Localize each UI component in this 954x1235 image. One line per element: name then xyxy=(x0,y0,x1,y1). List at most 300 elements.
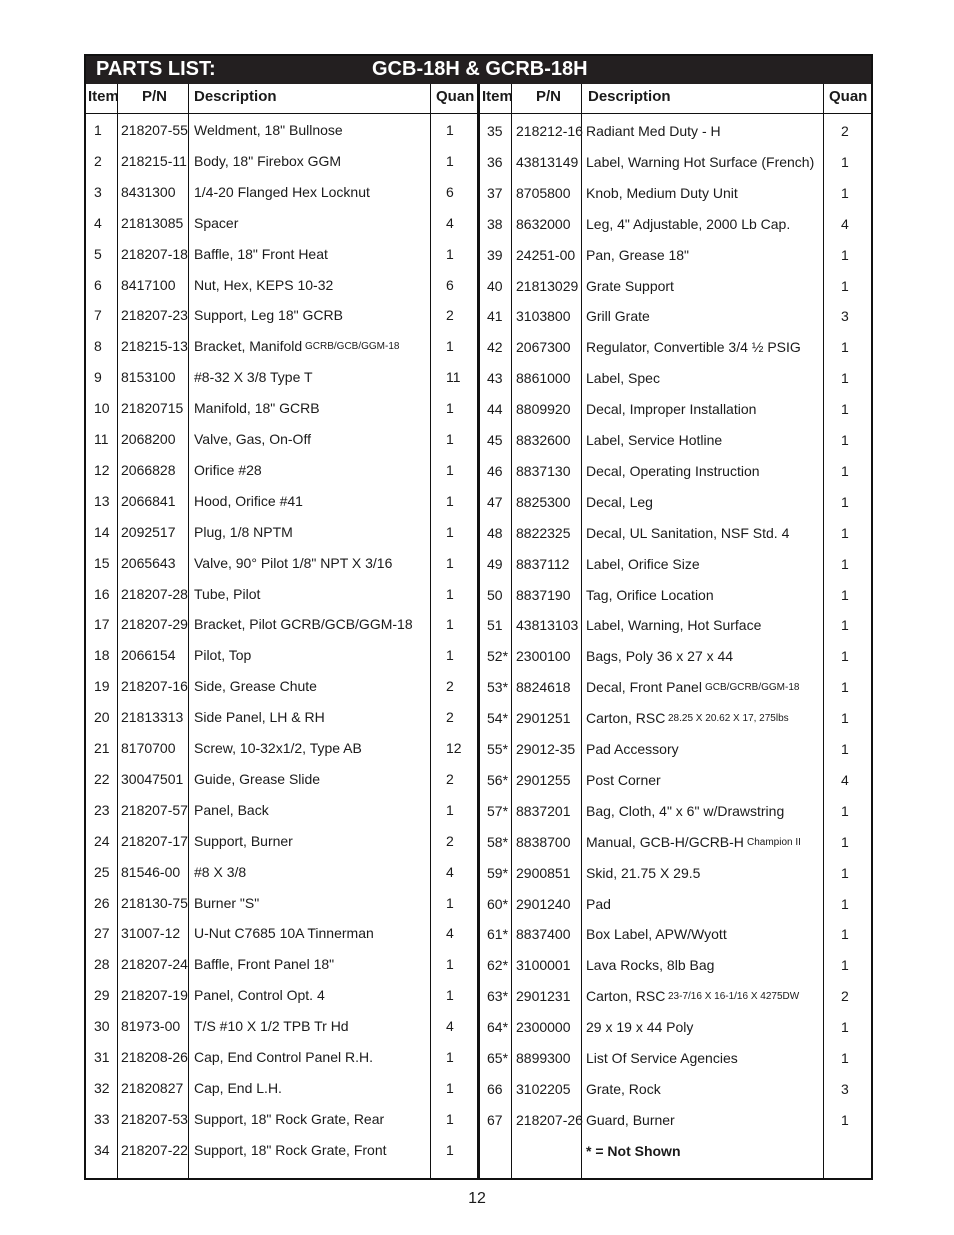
part-description: Grate, Rock xyxy=(586,1080,661,1097)
item-number: 34 xyxy=(94,1141,110,1158)
quantity: 1 xyxy=(841,524,849,541)
part-description: Radiant Med Duty - H xyxy=(586,123,721,139)
part-description: Guide, Grease Slide xyxy=(194,770,321,787)
item-number: 51 xyxy=(487,617,503,634)
part-number: 2901231 xyxy=(516,988,571,1005)
part-number: 8170700 xyxy=(121,740,176,756)
item-number: 19 xyxy=(94,678,110,695)
part-description: 29 x 19 x 44 Poly xyxy=(586,1019,694,1036)
item-number: 7 xyxy=(94,307,102,324)
part-number: 2065643 xyxy=(121,554,176,571)
quantity: 1 xyxy=(446,554,454,571)
item-number: 52* xyxy=(487,648,509,665)
item-number: 47 xyxy=(487,493,503,510)
part-description: Decal, Operating Instruction xyxy=(586,462,760,479)
quantity: 1 xyxy=(841,833,849,850)
item-number: 49 xyxy=(487,555,503,572)
part-description: #8-32 X 3/8 Type T xyxy=(194,369,313,386)
item-number: 4 xyxy=(94,214,102,231)
part-number: 8837190 xyxy=(516,586,571,603)
table-row xyxy=(86,772,871,803)
table-row xyxy=(86,339,871,370)
part-number: 8705800 xyxy=(516,184,571,201)
quantity: 1 xyxy=(841,741,849,757)
part-description: 1/4-20 Flanged Hex Locknut xyxy=(194,183,370,200)
table-row xyxy=(86,278,871,309)
quantity: 1 xyxy=(446,1049,454,1065)
part-description: Decal, Leg xyxy=(586,493,653,510)
item-number: 43 xyxy=(487,370,503,387)
quantity: 2 xyxy=(446,678,454,695)
part-description: Lava Rocks, 8lb Bag xyxy=(586,957,715,974)
part-description: Grill Grate xyxy=(586,308,650,325)
quantity: 1 xyxy=(841,864,849,881)
header-quan-left: Quan xyxy=(436,88,475,105)
part-number: 2066828 xyxy=(121,461,176,478)
part-description: Manual, GCB-H/GCRB-H xyxy=(586,833,744,850)
quantity: 1 xyxy=(841,1050,849,1066)
item-number: 40 xyxy=(487,277,503,294)
quantity: 1 xyxy=(446,461,454,478)
part-description: Burner "S" xyxy=(194,894,260,911)
item-number: 46 xyxy=(487,462,503,479)
part-description: Baffle, Front Panel 18" xyxy=(194,956,335,973)
quantity: 1 xyxy=(841,1019,849,1036)
item-number: 17 xyxy=(94,616,110,633)
quantity: 2 xyxy=(446,770,454,787)
quantity: 1 xyxy=(841,401,849,418)
part-description: Side, Grease Chute xyxy=(194,678,317,695)
part-description-note: Champion II xyxy=(747,836,801,848)
part-number: 2300100 xyxy=(516,648,571,665)
part-number: 21820715 xyxy=(121,400,184,417)
part-number: 218207-17 xyxy=(121,832,188,849)
table-row xyxy=(86,432,871,463)
item-number: 45 xyxy=(487,432,503,448)
part-number: 218207-29 xyxy=(121,616,188,633)
part-description-note: GCRB/GCB/GGM-18 xyxy=(305,341,400,353)
part-description: Support, 18" Rock Grate, Rear xyxy=(194,1110,385,1127)
part-number: 30047501 xyxy=(121,770,184,787)
table-row xyxy=(86,1143,871,1174)
part-number: 2066841 xyxy=(121,492,176,509)
item-number: 59* xyxy=(487,864,509,881)
part-description: Pan, Grease 18" xyxy=(586,246,690,263)
part-number: 8153100 xyxy=(121,369,176,386)
item-number: 26 xyxy=(94,894,110,911)
quantity: 4 xyxy=(446,863,454,880)
table-row xyxy=(86,988,871,1019)
quantity: 1 xyxy=(841,802,849,819)
item-number: 64* xyxy=(487,1019,509,1036)
part-description: Grate Support xyxy=(586,277,674,294)
part-description: Baffle, 18" Front Heat xyxy=(194,245,328,262)
quantity: 3 xyxy=(841,1080,849,1097)
part-description: Body, 18" Firebox GGM xyxy=(194,152,342,169)
quantity: 1 xyxy=(841,926,849,943)
part-number: 21820827 xyxy=(121,1079,184,1096)
item-number: 53* xyxy=(487,679,509,696)
item-number: 33 xyxy=(94,1110,110,1127)
part-number: 2300000 xyxy=(516,1019,571,1036)
part-description: Panel, Control Opt. 4 xyxy=(194,987,325,1004)
quantity: 2 xyxy=(446,832,454,849)
part-description: Weldment, 18" Bullnose xyxy=(194,122,343,138)
part-number: 2092517 xyxy=(121,523,176,540)
quantity: 1 xyxy=(841,895,849,912)
quantity: 4 xyxy=(446,925,454,942)
item-number: 16 xyxy=(94,585,110,602)
item-number: 65* xyxy=(487,1050,509,1066)
table-row xyxy=(86,617,871,648)
item-number: 58* xyxy=(487,833,509,850)
table-row xyxy=(86,525,871,556)
quantity: 1 xyxy=(841,246,849,263)
header-item-left: Item xyxy=(88,88,119,105)
part-number: 2901251 xyxy=(516,710,571,727)
header-quan-right: Quan xyxy=(829,88,868,105)
table-row xyxy=(86,648,871,679)
part-number: 29012-35 xyxy=(516,741,576,757)
part-number: 218212-16 xyxy=(516,123,583,139)
part-number: 218215-13 xyxy=(121,338,188,355)
item-number: 18 xyxy=(94,647,110,664)
part-number: 31007-12 xyxy=(121,925,181,942)
table-row xyxy=(86,587,871,618)
quantity: 1 xyxy=(841,679,849,696)
item-number: 6 xyxy=(94,276,102,293)
item-number: 44 xyxy=(487,401,503,418)
table-row xyxy=(86,1081,871,1112)
part-number: 3100001 xyxy=(516,957,571,974)
table-row xyxy=(86,308,871,339)
table-row xyxy=(86,679,871,710)
part-number: 21813029 xyxy=(516,277,579,294)
part-number: 8899300 xyxy=(516,1050,571,1066)
part-number: 218207-18 xyxy=(121,245,188,262)
item-number: 50 xyxy=(487,586,503,603)
part-description: Label, Warning, Hot Surface xyxy=(586,617,762,634)
part-description: Box Label, APW/Wyott xyxy=(586,926,727,943)
part-number: 8632000 xyxy=(516,215,571,232)
part-number: 8838700 xyxy=(516,833,571,850)
part-number: 2067300 xyxy=(516,339,571,356)
item-number: 57* xyxy=(487,802,509,819)
quantity: 1 xyxy=(841,957,849,974)
part-number: 8822325 xyxy=(516,524,571,541)
part-number: 8832600 xyxy=(516,432,571,448)
part-description: Carton, RSC xyxy=(586,988,666,1005)
quantity: 2 xyxy=(446,709,454,726)
part-description: Valve, Gas, On-Off xyxy=(194,431,311,447)
quantity: 1 xyxy=(446,956,454,973)
part-number: 8825300 xyxy=(516,493,571,510)
part-description: Panel, Back xyxy=(194,801,269,818)
item-number: 1 xyxy=(94,122,102,138)
part-description: Support, Leg 18" GCRB xyxy=(194,307,343,324)
part-description: Bags, Poly 36 x 27 x 44 xyxy=(586,648,734,665)
part-number: 2901240 xyxy=(516,895,571,912)
part-description: Label, Service Hotline xyxy=(586,432,723,448)
part-description: Hood, Orifice #41 xyxy=(194,492,303,509)
part-number: 218130-75 xyxy=(121,894,188,911)
quantity: 1 xyxy=(446,585,454,602)
quantity: 6 xyxy=(446,276,454,293)
page-number: 12 xyxy=(468,1190,486,1207)
part-number: 8431300 xyxy=(121,183,176,200)
quantity: 1 xyxy=(446,647,454,664)
model-title: GCB-18H & GCRB-18H xyxy=(372,58,588,80)
table-row xyxy=(86,741,871,772)
part-number: 218207-55 xyxy=(121,122,188,138)
table-row xyxy=(86,556,871,587)
item-number: 39 xyxy=(487,246,503,263)
item-number: 11 xyxy=(94,431,109,447)
part-number: 2066154 xyxy=(121,647,176,664)
part-description: Decal, UL Sanitation, NSF Std. 4 xyxy=(586,524,790,541)
item-number: 12 xyxy=(94,461,110,478)
quantity: 1 xyxy=(841,1111,849,1128)
table-row xyxy=(86,401,871,432)
part-description: Label, Warning Hot Surface (French) xyxy=(586,153,815,170)
part-description: Support, 18" Rock Grate, Front xyxy=(194,1141,387,1158)
part-description: Cap, End L.H. xyxy=(194,1079,282,1096)
quantity: 1 xyxy=(446,1079,454,1096)
quantity: 6 xyxy=(446,183,454,200)
item-number: 31 xyxy=(94,1049,110,1065)
item-number: 56* xyxy=(487,771,509,788)
part-description: Pad Accessory xyxy=(586,741,679,757)
part-number: 43813103 xyxy=(516,617,579,634)
item-number: 61* xyxy=(487,926,509,943)
table-row xyxy=(86,494,871,525)
item-number: 21 xyxy=(94,740,110,756)
quantity: 1 xyxy=(446,1110,454,1127)
part-description: * = Not Shown xyxy=(586,1142,681,1159)
part-description: Manifold, 18" GCRB xyxy=(194,400,320,417)
item-number: 28 xyxy=(94,956,110,973)
item-number: 35 xyxy=(487,123,503,139)
quantity: 1 xyxy=(841,462,849,479)
part-number: 8417100 xyxy=(121,276,176,293)
table-row xyxy=(86,1019,871,1050)
part-number: 8861000 xyxy=(516,370,571,387)
quantity: 1 xyxy=(841,153,849,170)
quantity: 1 xyxy=(446,616,454,633)
quantity: 1 xyxy=(446,152,454,169)
item-number: 66 xyxy=(487,1080,503,1097)
item-number: 2 xyxy=(94,152,102,169)
item-number: 37 xyxy=(487,184,503,201)
item-number: 20 xyxy=(94,709,110,726)
quantity: 1 xyxy=(446,492,454,509)
item-number: 10 xyxy=(94,400,110,417)
part-description: Cap, End Control Panel R.H. xyxy=(194,1049,373,1065)
part-description: Nut, Hex, KEPS 10-32 xyxy=(194,276,334,293)
quantity: 1 xyxy=(841,493,849,510)
part-description: Skid, 21.75 X 29.5 xyxy=(586,864,701,881)
part-description: Screw, 10-32x1/2, Type AB xyxy=(194,740,362,756)
quantity: 4 xyxy=(446,1018,454,1035)
quantity: 1 xyxy=(841,184,849,201)
quantity: 1 xyxy=(446,122,454,138)
item-number: 48 xyxy=(487,524,503,541)
part-description-note: GCB/GCRB/GGM-18 xyxy=(705,682,800,694)
table-row xyxy=(86,463,871,494)
quantity: 1 xyxy=(841,339,849,356)
part-description: Bracket, Pilot GCRB/GCB/GGM-18 xyxy=(194,616,413,633)
table-row xyxy=(86,216,871,247)
part-number: 8837201 xyxy=(516,802,571,819)
item-number: 13 xyxy=(94,492,110,509)
part-number: 8837130 xyxy=(516,462,571,479)
header-item-right: Item xyxy=(482,88,513,105)
quantity: 1 xyxy=(446,987,454,1004)
part-number: 3102205 xyxy=(516,1080,571,1097)
part-number: 43813149 xyxy=(516,153,579,170)
quantity: 1 xyxy=(841,586,849,603)
item-number: 14 xyxy=(94,523,110,540)
quantity: 4 xyxy=(446,214,454,231)
quantity: 2 xyxy=(841,988,849,1005)
item-number: 22 xyxy=(94,770,110,787)
table-row xyxy=(86,1112,871,1143)
table-row xyxy=(86,154,871,185)
quantity: 1 xyxy=(446,1141,454,1158)
item-number: 25 xyxy=(94,863,110,880)
part-description: Knob, Medium Duty Unit xyxy=(586,184,738,201)
part-description: Pilot, Top xyxy=(194,647,252,664)
item-number: 54* xyxy=(487,710,509,727)
part-description: Label, Spec xyxy=(586,370,660,387)
quantity: 1 xyxy=(446,431,454,447)
part-number: 218207-26 xyxy=(516,1111,583,1128)
part-number: 8809920 xyxy=(516,401,571,418)
table-row xyxy=(86,370,871,401)
part-description: Carton, RSC xyxy=(586,710,666,727)
table-row xyxy=(86,1050,871,1081)
quantity: 1 xyxy=(841,648,849,665)
part-description: Tube, Pilot xyxy=(194,585,261,602)
quantity: 12 xyxy=(446,740,462,756)
item-number: 42 xyxy=(487,339,503,356)
item-number: 67 xyxy=(487,1111,503,1128)
quantity: 1 xyxy=(841,555,849,572)
quantity: 1 xyxy=(446,400,454,417)
table-row xyxy=(86,926,871,957)
part-number: 81546-00 xyxy=(121,863,181,880)
part-number: 21813085 xyxy=(121,214,184,231)
item-number: 63* xyxy=(487,988,509,1005)
table-row xyxy=(86,834,871,865)
table-row xyxy=(86,123,871,154)
item-number: 60* xyxy=(487,895,509,912)
quantity: 1 xyxy=(841,710,849,727)
quantity: 4 xyxy=(841,215,849,232)
item-number: 15 xyxy=(94,554,110,571)
quantity: 3 xyxy=(841,308,849,325)
quantity: 1 xyxy=(446,338,454,355)
part-number: 218207-28 xyxy=(121,585,188,602)
item-number: 27 xyxy=(94,925,110,942)
header-description-right: Description xyxy=(588,88,671,105)
part-description: Bracket, Manifold xyxy=(194,338,303,355)
table-row xyxy=(86,957,871,988)
item-number: 32 xyxy=(94,1079,110,1096)
quantity: 1 xyxy=(841,277,849,294)
part-description: Orifice #28 xyxy=(194,461,262,478)
table-row xyxy=(86,247,871,278)
part-description: Decal, Improper Installation xyxy=(586,401,757,418)
table-row xyxy=(86,185,871,216)
part-number: 21813313 xyxy=(121,709,184,726)
table-row xyxy=(86,865,871,896)
part-number: 2900851 xyxy=(516,864,571,881)
part-number: 8837400 xyxy=(516,926,571,943)
part-number: 218207-53 xyxy=(121,1110,188,1127)
part-description: List Of Service Agencies xyxy=(586,1050,738,1066)
quantity: 1 xyxy=(446,801,454,818)
part-number: 2068200 xyxy=(121,431,176,447)
part-number: 218207-57 xyxy=(121,801,188,818)
part-description-note: 23-7/16 X 16-1/16 X 4275DW xyxy=(668,991,800,1003)
item-number: 23 xyxy=(94,801,110,818)
header-pn-left: P/N xyxy=(142,88,168,105)
part-number: 218207-19 xyxy=(121,987,188,1004)
part-description: U-Nut C7685 10A Tinnerman xyxy=(194,925,374,942)
item-number: 36 xyxy=(487,153,503,170)
quantity: 4 xyxy=(841,771,849,788)
part-number: 218208-26 xyxy=(121,1049,188,1065)
item-number: 29 xyxy=(94,987,110,1004)
part-description: Side Panel, LH & RH xyxy=(194,709,325,726)
quantity: 1 xyxy=(446,245,454,262)
item-number: 30 xyxy=(94,1018,110,1035)
part-number: 218207-23 xyxy=(121,307,188,324)
item-number: 5 xyxy=(94,245,102,262)
part-description: Label, Orifice Size xyxy=(586,555,700,572)
part-number: 218207-22 xyxy=(121,1141,188,1158)
quantity: 1 xyxy=(446,894,454,911)
part-description: Regulator, Convertible 3/4 ½ PSIG xyxy=(586,339,801,356)
part-description: T/S #10 X 1/2 TPB Tr Hd xyxy=(194,1018,349,1035)
table-row xyxy=(86,710,871,741)
part-number: 8837112 xyxy=(516,555,570,572)
quantity: 1 xyxy=(841,432,849,448)
quantity: 11 xyxy=(446,369,461,386)
part-number: 81973-00 xyxy=(121,1018,181,1035)
part-description: Tag, Orifice Location xyxy=(586,586,714,603)
part-number: 8824618 xyxy=(516,679,571,696)
part-description: Guard, Burner xyxy=(586,1111,675,1128)
quantity: 1 xyxy=(841,370,849,387)
item-number: 9 xyxy=(94,369,102,386)
part-number: 218207-24 xyxy=(121,956,188,973)
part-description: Pad xyxy=(586,895,611,912)
header-description-left: Description xyxy=(194,88,277,105)
part-description: Plug, 1/8 NPTM xyxy=(194,523,293,540)
part-number: 2901255 xyxy=(516,771,571,788)
item-number: 8 xyxy=(94,338,102,355)
item-number: 24 xyxy=(94,832,110,849)
item-number: 62* xyxy=(487,957,509,974)
part-description: Valve, 90° Pilot 1/8" NPT X 3/16 xyxy=(194,554,393,571)
part-number: 218215-11 xyxy=(121,152,187,169)
header-pn-right: P/N xyxy=(536,88,562,105)
part-description: Leg, 4" Adjustable, 2000 Lb Cap. xyxy=(586,215,791,232)
part-number: 24251-00 xyxy=(516,246,576,263)
quantity: 1 xyxy=(841,617,849,634)
